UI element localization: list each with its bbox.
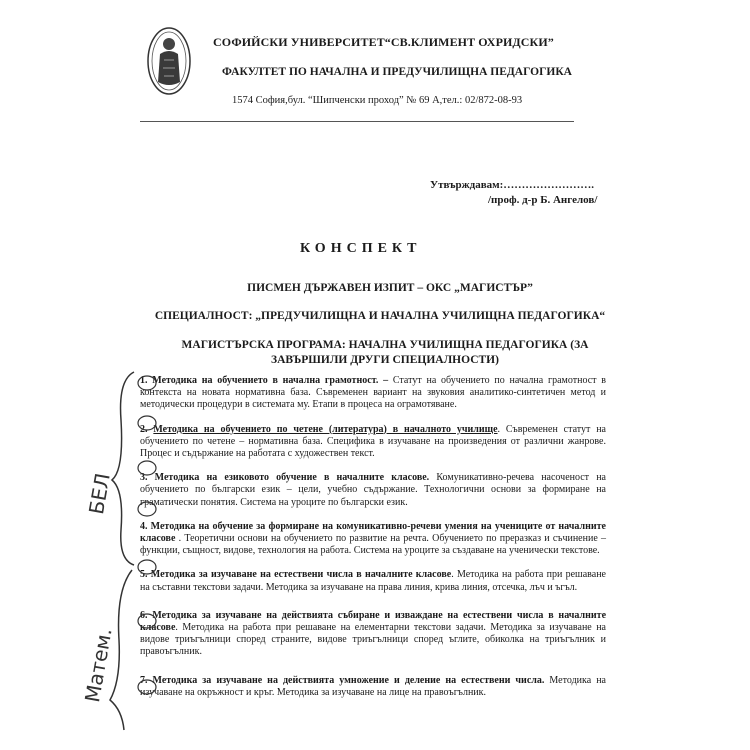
topic-heading: Методика на езиковото обучение в началните класове. [154,472,430,484]
topic-number: 1. [140,375,148,386]
topic-heading: Методика за изучаване на действията събиране и изваждане на естествени числа в началните класове [140,609,607,634]
topic-item [140,375,606,412]
exam-heading: ПИСМЕН ДЪРЖАВЕН ИЗПИТ – ОКС „МАГИСТЪР” [247,282,533,294]
topic-body: . Методика на работа при решаване на елементарни текстови задачи. Методика за изучаване на видове триъгълници според страните, видове триъгълници според ъглите, обиколка на триъгълник и правоъгълник. [140,622,606,658]
topic-heading: Методика на обучение за формиране на комуникативно-речеви умения на учениците от началните класове [140,520,606,545]
topic-heading: Методика за изучаване на действията умножение и деление на естествени числа. [152,674,545,686]
topic-body: . Съвременен статут на обучението по четене – нормативна база. Специфика в изучаване на произведения от различни жанрове. Процес и съдържание на работата с художествен текст. [140,423,606,460]
header-divider [140,121,574,122]
topic-number: 3. [140,472,148,484]
handwritten-note-math: Матем. [80,626,117,705]
topic-heading: Методика на обучението по четене (литература) в началното училище [153,423,498,435]
topic-list [140,375,606,699]
topic-number: 5. [140,569,148,581]
faculty-name: ФАКУЛТЕТ ПО НАЧАЛНА И ПРЕДУЧИЛИЩНА ПЕДАГОГИКА [222,66,572,78]
topic-number: 6. [140,609,148,621]
program-heading: МАГИСТЪРСКА ПРОГРАМА: НАЧАЛНА УЧИЛИЩНА ПЕДАГОГИКА (ЗА ЗАВЪРШИЛИ ДРУГИ СПЕЦИАЛНОСТИ) [181,339,589,366]
topic-heading: Методика за изучаване на естествени числа в началните класове [150,569,452,581]
topic-body: . Методика на работа при решаване на съставни текстови задачи. Методика за изучаване на права линия, крива линия, отсечка, лъч и ъгъл. [140,569,606,593]
approval-label: Утвърждавам:……………………. [430,179,595,191]
topic-item [140,472,606,509]
specialty-heading: СПЕЦИАЛНОСТ: „ПРЕДУЧИЛИЩНА И НАЧАЛНА УЧИЛИЩНА ПЕДАГОГИКА“ [154,310,606,322]
topic-item [140,569,606,593]
university-crest-icon [146,26,192,96]
topic-number: 4. [140,520,148,532]
topic-body: Статут на обучението по начална грамотност в контекста на новата нормативна база. Съвременен вариант на звуковия аналитико-синтетичен метод и методически процедури в системата му. Етапи в процеса на ограмотяване. [140,375,607,411]
topic-item [140,521,606,558]
topic-heading: Методика на обучението в начална грамотност. – [152,375,389,386]
approval-signatory: /проф. д-р Б. Ангелов/ [488,194,598,206]
topic-number: 7. [140,674,148,686]
topic-item [140,675,606,699]
topic-body: Комуникативно-речева насоченост на обучението по български език – цели, учебно съдържание. Технологични основи за формиране на граматически понятия. Система на уроците по български език. [140,472,606,508]
topic-body: Методика на изучаване на окръжност и кръг. Методика за изучаване на лице на правоъгълник. [140,674,606,698]
handwritten-note-bel: БЕЛ [84,471,115,517]
document-title: КОНСПЕКТ [300,241,422,256]
faculty-address: 1574 София,бул. “Шипченски проход” № 69 А,тел.: 02/872-08-93 [232,95,523,106]
topic-body: . Теоретични основи на обучението по развитие на речта. Обучението по преразказ и съчинение – функции, същност, видове, технология на работа. Система на уроците за създаване на ученически текстове. [140,533,606,557]
university-name: СОФИЙСКИ УНИВЕРСИТЕТ“СВ.КЛИМЕНТ ОХРИДСКИ” [213,35,554,49]
topic-number: 2. [140,423,148,435]
topic-item [140,610,606,659]
topic-item [140,424,606,461]
